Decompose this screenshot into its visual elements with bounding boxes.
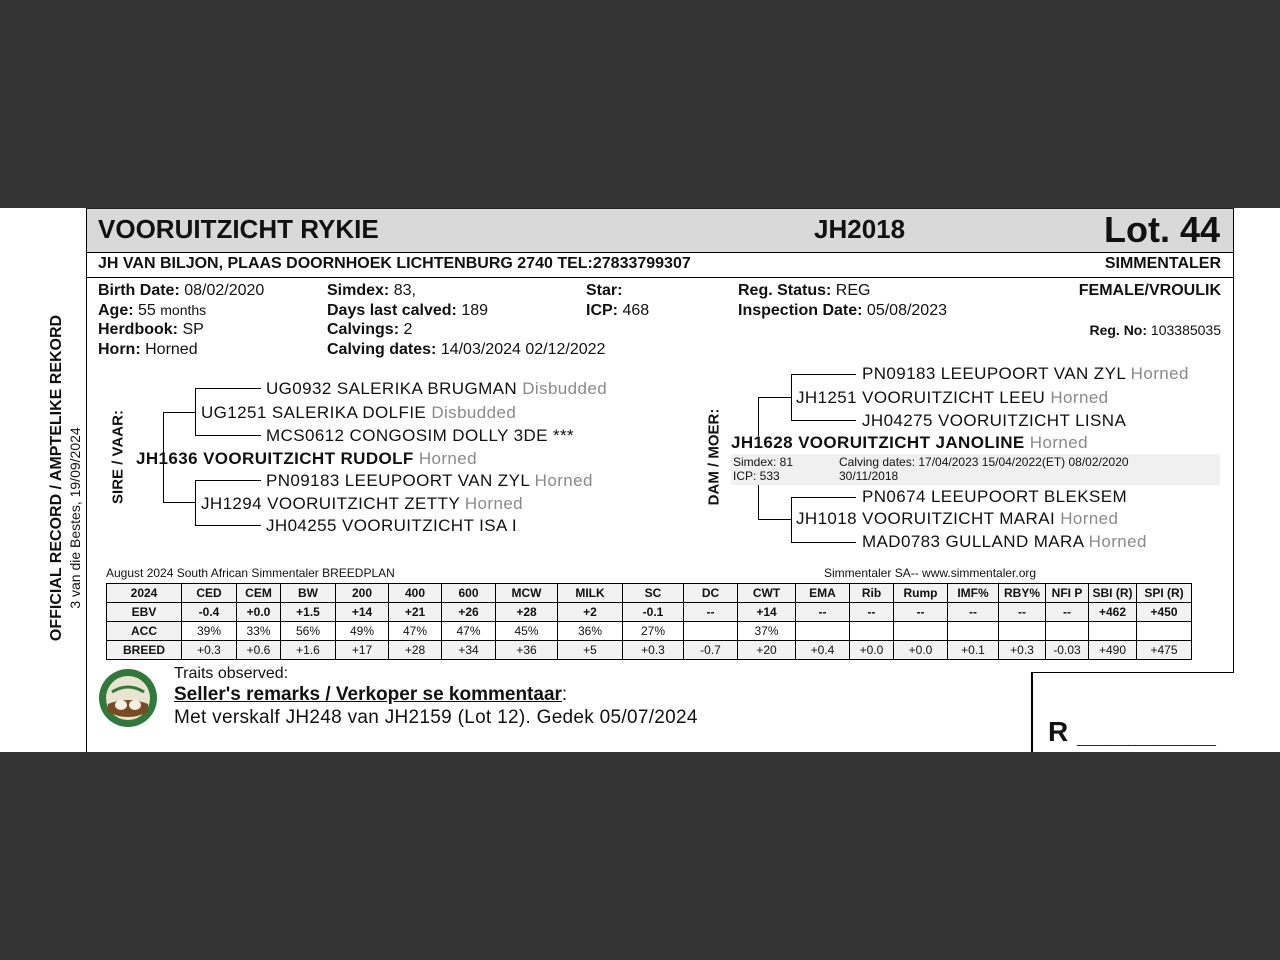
table-cell: EMA xyxy=(796,584,850,603)
table-cell: 47% xyxy=(442,622,496,641)
table-cell xyxy=(894,622,948,641)
table-cell: -0.7 xyxy=(684,641,738,660)
table-cell: +0.3 xyxy=(182,641,237,660)
table-cell: -0.4 xyxy=(182,603,237,622)
table-cell: 45% xyxy=(496,622,558,641)
table-cell: MCW xyxy=(496,584,558,603)
table-cell: +17 xyxy=(336,641,389,660)
reg-number: Reg. No: 103385035 xyxy=(1089,322,1221,338)
herdbook: Herdbook: SP xyxy=(98,321,204,338)
breedplan-table xyxy=(106,583,1192,660)
table-cell: +28 xyxy=(389,641,442,660)
table-cell: +0.0 xyxy=(237,603,281,622)
frame-left xyxy=(86,208,87,752)
sire-connector xyxy=(195,388,196,436)
table-cell xyxy=(948,622,999,641)
table-cell: 39% xyxy=(182,622,237,641)
sex: FEMALE/VROULIK xyxy=(1078,282,1221,299)
dam-sire: JH1251 VOORUITZICHT LEEU Horned xyxy=(796,388,1109,407)
official-record-subtitle: 3 van die Bestes, 19/09/2024 xyxy=(67,427,83,609)
dam-calving-dates-2: 30/11/2018 xyxy=(839,469,899,483)
table-cell xyxy=(1046,622,1089,641)
sire-connector xyxy=(163,502,196,503)
sire-connector xyxy=(195,480,261,481)
table-cell: +475 xyxy=(1137,641,1192,660)
sire-connector xyxy=(163,412,196,413)
sire-dam-dam: JH04255 VOORUITZICHT ISA I xyxy=(266,516,517,535)
dam-calving-dates: Calving dates: 17/04/2023 15/04/2022(ET) 08/02/2020 xyxy=(839,455,1129,469)
table-cell xyxy=(999,622,1046,641)
days-last-calved: Days last calved: 189 xyxy=(327,302,489,319)
calvings: Calvings: 2 xyxy=(327,321,413,338)
table-cell: 37% xyxy=(738,622,796,641)
dam-connector xyxy=(791,374,856,375)
table-cell: +28 xyxy=(496,603,558,622)
dam-connector xyxy=(791,497,856,498)
dam-connector xyxy=(758,397,759,436)
table-cell: 56% xyxy=(281,622,336,641)
table-cell: +20 xyxy=(738,641,796,660)
breed-row xyxy=(107,641,1192,660)
header-divider xyxy=(86,252,1234,253)
acc-row xyxy=(107,622,1192,641)
table-cell: -- xyxy=(999,603,1046,622)
table-cell: +34 xyxy=(442,641,496,660)
table-cell: 33% xyxy=(237,622,281,641)
owner-line: JH VAN BILJON, PLAAS DOORNHOEK LICHTENBURG 2740 TEL:27833799307 xyxy=(98,255,691,272)
ebv-row xyxy=(107,603,1192,622)
dam-connector xyxy=(791,374,792,421)
table-cell: +490 xyxy=(1089,641,1137,660)
table-cell: +0.0 xyxy=(894,641,948,660)
sire-connector xyxy=(195,525,261,526)
table-cell: CWT xyxy=(738,584,796,603)
dam: JH1628 VOORUITZICHT JANOLINE Horned xyxy=(731,433,1088,452)
table-cell: -0.1 xyxy=(623,603,684,622)
table-cell xyxy=(796,622,850,641)
sire-side-label: SIRE / VAAR: xyxy=(109,410,127,504)
logo xyxy=(98,668,158,728)
sellers-remarks-title: Seller's remarks / Verkoper se kommentaar: xyxy=(174,684,568,705)
dam-connector xyxy=(758,397,791,398)
sire-sire: UG1251 SALERIKA DOLFIE Disbudded xyxy=(201,403,517,422)
table-cell: RBY% xyxy=(999,584,1046,603)
table-cell: +26 xyxy=(442,603,496,622)
sire-dam: JH1294 VOORUITZICHT ZETTY Horned xyxy=(201,494,524,513)
breedplan-source: Simmentaler SA-- www.simmentaler.org xyxy=(824,566,1037,580)
table-cell: -- xyxy=(796,603,850,622)
dam-connector xyxy=(791,420,856,421)
table-cell: 400 xyxy=(389,584,442,603)
breed-name: SIMMENTALER xyxy=(1104,255,1221,272)
table-cell: MILK xyxy=(558,584,623,603)
reg-status: Reg. Status: REG xyxy=(738,282,871,299)
table-cell: 36% xyxy=(558,622,623,641)
table-cell: +0.4 xyxy=(796,641,850,660)
table-cell: 47% xyxy=(389,622,442,641)
table-cell: SBI (R) xyxy=(1089,584,1137,603)
sire-sire-dam: MCS0612 CONGOSIM DOLLY 3DE *** xyxy=(266,426,575,445)
dam-sire-sire: PN09183 LEEUPOORT VAN ZYL Horned xyxy=(862,364,1189,383)
table-cell: 200 xyxy=(336,584,389,603)
traits-observed: Traits observed: xyxy=(174,665,289,682)
animal-name: VOORUITZICHT RYKIE xyxy=(98,214,379,244)
table-cell: IMF% xyxy=(948,584,999,603)
owner-divider xyxy=(86,277,1234,278)
sire-sire-sire: UG0932 SALERIKA BRUGMAN Disbudded xyxy=(266,379,608,398)
dam-sire-dam: JH04275 VOORUITZICHT LISNA xyxy=(862,411,1127,430)
age: Age: 55 months xyxy=(98,302,207,319)
table-cell: -0.03 xyxy=(1046,641,1089,660)
table-cell: -- xyxy=(684,603,738,622)
table-cell: BW xyxy=(281,584,336,603)
table-cell: +0.3 xyxy=(623,641,684,660)
table-cell: 49% xyxy=(336,622,389,641)
simmentaler-logo-icon xyxy=(98,668,158,728)
inspection-date: Inspection Date: 05/08/2023 xyxy=(738,302,947,319)
dam-side-label: DAM / MOER: xyxy=(705,408,723,506)
table-cell: +0.3 xyxy=(999,641,1046,660)
calving-dates: Calving dates: 14/03/2024 02/12/2022 xyxy=(327,341,606,358)
official-record-title: OFFICIAL RECORD / AMPTELIKE REKORD xyxy=(48,314,65,642)
table-cell: DC xyxy=(684,584,738,603)
table-cell: CED xyxy=(182,584,237,603)
dam-connector xyxy=(791,497,792,543)
table-cell: Rump xyxy=(894,584,948,603)
row-label: EBV xyxy=(107,603,182,622)
table-cell: CEM xyxy=(237,584,281,603)
table-cell: -- xyxy=(1046,603,1089,622)
star: Star: xyxy=(586,282,623,299)
breedplan-caption: August 2024 South African Simmentaler BREEDPLAN xyxy=(106,566,395,580)
table-cell: SPI (R) xyxy=(1137,584,1192,603)
lot-number: Lot. 44 xyxy=(1104,209,1221,250)
table-cell: +1.5 xyxy=(281,603,336,622)
dam-connector xyxy=(791,542,856,543)
table-cell: +21 xyxy=(389,603,442,622)
table-cell: +1.6 xyxy=(281,641,336,660)
table-cell xyxy=(850,622,894,641)
table-cell: +0.1 xyxy=(948,641,999,660)
sire: JH1636 VOORUITZICHT RUDOLF Horned xyxy=(136,449,478,468)
table-cell: +5 xyxy=(558,641,623,660)
table-cell: +450 xyxy=(1137,603,1192,622)
table-cell: +0.0 xyxy=(850,641,894,660)
dam-icp: ICP: 533 xyxy=(733,469,780,483)
row-label: ACC xyxy=(107,622,182,641)
table-cell: +0.6 xyxy=(237,641,281,660)
dam-connector xyxy=(758,519,791,520)
dam-dam-sire: PN0674 LEEUPOORT BLEKSEM xyxy=(862,487,1128,506)
dam-dam: JH1018 VOORUITZICHT MARAI Horned xyxy=(796,509,1119,528)
row-label: 2024 xyxy=(107,584,182,603)
dam-simdex: Simdex: 81 xyxy=(733,455,794,469)
sire-connector xyxy=(195,388,261,389)
table-cell: SC xyxy=(623,584,684,603)
sellers-remarks-text: Met verskalf JH248 van JH2159 (Lot 12). Gedek 05/07/2024 xyxy=(174,707,698,728)
sire-connector xyxy=(195,480,196,526)
table-cell xyxy=(684,622,738,641)
table-cell: +462 xyxy=(1089,603,1137,622)
icp: ICP: 468 xyxy=(586,302,650,319)
dam-connector xyxy=(758,485,759,520)
table-cell: -- xyxy=(850,603,894,622)
table-cell: NFI P xyxy=(1046,584,1089,603)
simdex: Simdex: 83, xyxy=(327,282,416,299)
birth-date: Birth Date: 08/02/2020 xyxy=(98,282,265,299)
table-cell: Rib xyxy=(850,584,894,603)
table-cell: +2 xyxy=(558,603,623,622)
animal-id: JH2018 xyxy=(814,214,906,244)
price-symbol: R xyxy=(1048,716,1069,747)
table-cell: +14 xyxy=(738,603,796,622)
table-header-row xyxy=(107,584,1192,603)
sire-dam-sire: PN09183 LEEUPOORT VAN ZYL Horned xyxy=(266,471,593,490)
table-cell xyxy=(1137,622,1192,641)
table-cell: -- xyxy=(894,603,948,622)
table-cell: 27% xyxy=(623,622,684,641)
table-cell: +14 xyxy=(336,603,389,622)
sire-connector xyxy=(195,435,261,436)
dam-dam-dam: MAD0783 GULLAND MARA Horned xyxy=(862,532,1147,551)
table-cell xyxy=(1089,622,1137,641)
price-input-line[interactable]: ___________________ xyxy=(1077,730,1216,746)
horn: Horn: Horned xyxy=(98,341,198,358)
row-label: BREED xyxy=(107,641,182,660)
table-cell: +36 xyxy=(496,641,558,660)
table-cell: 600 xyxy=(442,584,496,603)
table-cell: -- xyxy=(948,603,999,622)
